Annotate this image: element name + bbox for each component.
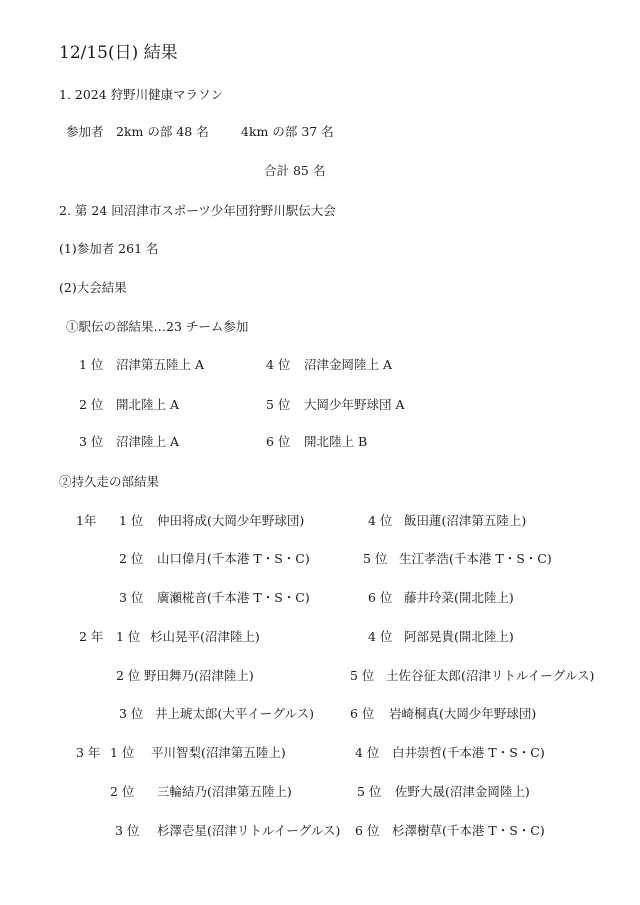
endurance-rank-right: 6 位 xyxy=(350,706,375,721)
endurance-name-left: 仲田将成(大岡少年野球団) xyxy=(157,513,305,528)
endurance-grade-label: 1年 xyxy=(76,513,97,528)
ekiden-heading: ①駅伝の部結果…23 チーム参加 xyxy=(66,319,249,334)
endurance-heading: ②持久走の部結果 xyxy=(59,474,160,489)
endurance-name-left: 野田舞乃(沼津陸上) xyxy=(144,668,254,683)
endurance-rank-right: 4 位 xyxy=(368,629,393,644)
section2-heading: 2. 第 24 回沼津市スポーツ少年団狩野川駅伝大会 xyxy=(59,203,336,218)
endurance-name-right: 飯田蓮(沼津第五陸上) xyxy=(404,513,527,528)
endurance-name-right: 佐野大晟(沼津金岡陸上) xyxy=(395,784,530,799)
endurance-rank-right: 5 位 xyxy=(357,784,382,799)
ekiden-rank-left: 2 位 xyxy=(79,397,104,412)
endurance-rank-left: 1 位 xyxy=(116,629,141,644)
endurance-rank-right: 6 位 xyxy=(355,823,380,838)
endurance-rank-left: 3 位 xyxy=(119,590,144,605)
endurance-grade-label: 3 年 xyxy=(76,745,101,760)
endurance-rank-left: 1 位 xyxy=(110,745,135,760)
endurance-name-left: 杉澤壱星(沼津リトルイーグルス) xyxy=(157,823,341,838)
ekiden-team-right: 大岡少年野球団 A xyxy=(304,397,405,412)
endurance-rank-right: 6 位 xyxy=(368,590,393,605)
ekiden-rank-right: 5 位 xyxy=(266,397,291,412)
endurance-rank-left: 2 位 xyxy=(119,551,144,566)
endurance-grade-label: 2 年 xyxy=(79,629,104,644)
endurance-name-left: 廣瀬椛音(千本港 T・S・C) xyxy=(157,590,310,605)
endurance-name-right: 白井崇哲(千本港 T・S・C) xyxy=(392,745,545,760)
endurance-name-right: 岩崎桐真(大岡少年野球団) xyxy=(389,706,537,721)
endurance-name-left: 平川智梨(沼津第五陸上) xyxy=(151,745,286,760)
endurance-rank-right: 5 位 xyxy=(363,551,388,566)
ekiden-team-right: 開北陸上 B xyxy=(304,434,368,449)
endurance-rank-left: 2 位 xyxy=(116,668,141,683)
ekiden-team-right: 沼津金岡陸上 A xyxy=(304,357,393,372)
ekiden-rank-left: 3 位 xyxy=(79,434,104,449)
participants-total: 合計 85 名 xyxy=(264,163,326,178)
endurance-name-right: 阿部晃貴(開北陸上) xyxy=(404,629,514,644)
section2-results-heading: (2)大会結果 xyxy=(59,280,127,295)
endurance-name-left: 三輪結乃(沼津第五陸上) xyxy=(157,784,292,799)
endurance-rank-right: 4 位 xyxy=(368,513,393,528)
endurance-name-right: 杉澤樹草(千本港 T・S・C) xyxy=(392,823,545,838)
group-4km: 4km の部 37 名 xyxy=(241,124,334,139)
group-2km: 2km の部 48 名 xyxy=(116,124,209,139)
endurance-rank-left: 2 位 xyxy=(110,784,135,799)
endurance-name-left: 杉山晃平(沼津陸上) xyxy=(150,629,260,644)
endurance-name-right: 土佐谷征太郎(沼津リトルイーグルス) xyxy=(386,668,595,683)
endurance-rank-left: 1 位 xyxy=(119,513,144,528)
section1-heading: 1. 2024 狩野川健康マラソン xyxy=(59,87,224,102)
page-title: 12/15(日) 結果 xyxy=(59,43,178,63)
endurance-name-right: 生江孝浩(千本港 T・S・C) xyxy=(399,551,552,566)
endurance-rank-left: 3 位 xyxy=(119,706,144,721)
endurance-name-left: 山口偉月(千本港 T・S・C) xyxy=(157,551,310,566)
section2-participants: (1)参加者 261 名 xyxy=(59,241,159,256)
endurance-rank-right: 4 位 xyxy=(355,745,380,760)
ekiden-rank-right: 6 位 xyxy=(266,434,291,449)
participants-label: 参加者 xyxy=(66,124,104,139)
ekiden-rank-right: 4 位 xyxy=(266,357,291,372)
endurance-name-right: 藤井玲菜(開北陸上) xyxy=(404,590,514,605)
endurance-rank-left: 3 位 xyxy=(115,823,140,838)
ekiden-team-left: 沼津陸上 A xyxy=(116,434,180,449)
endurance-rank-right: 5 位 xyxy=(350,668,375,683)
ekiden-team-left: 沼津第五陸上 A xyxy=(116,357,205,372)
ekiden-team-left: 開北陸上 A xyxy=(116,397,180,412)
ekiden-rank-left: 1 位 xyxy=(79,357,104,372)
endurance-name-left: 井上琥太郎(大平イーグルス) xyxy=(155,706,315,721)
